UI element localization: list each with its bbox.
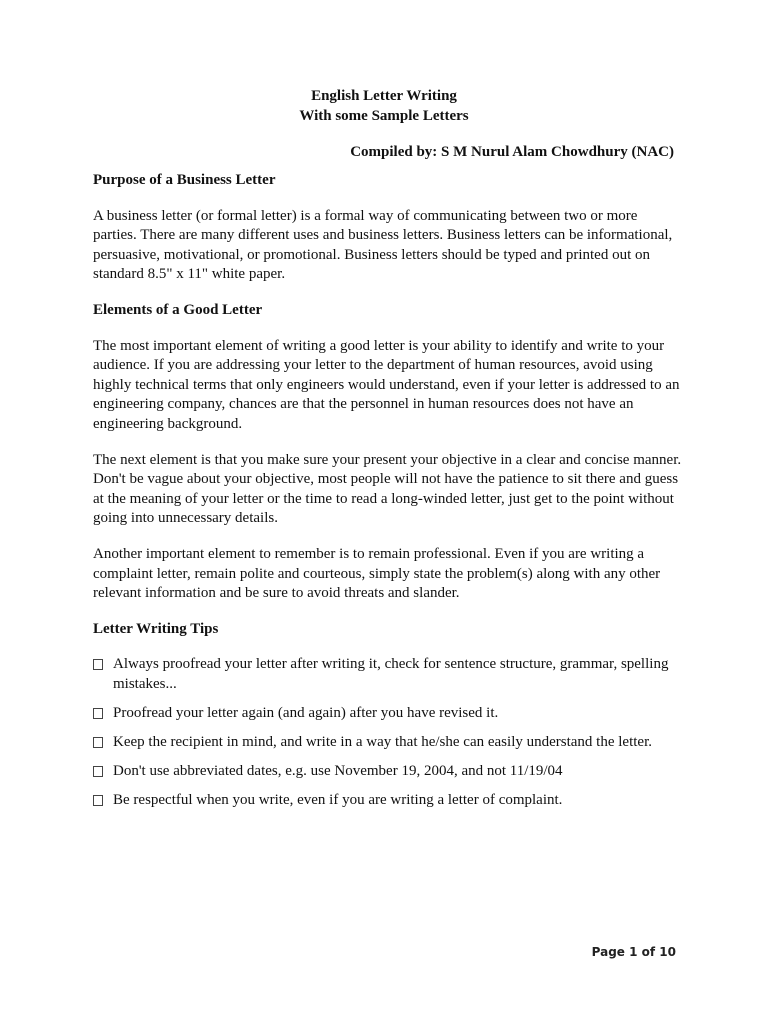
tip-text: Keep the recipient in mind, and write in a way that he/she can easily understand the letter. xyxy=(113,734,652,751)
paragraph-elements-1: The most important element of writing a good letter is your ability to identify and write to your audience. If you are addressing your letter to the department of human resources, avoid using highly technical terms that only engineers would understand, even if your letter is addressed to an engineering company, chances are that the personnel in human resources does not have an engineering background. xyxy=(93,337,680,432)
section-heading-tips: Letter Writing Tips xyxy=(93,620,219,637)
section-heading-elements: Elements of a Good Letter xyxy=(93,301,263,318)
list-item xyxy=(93,791,683,811)
tips-list xyxy=(93,655,683,811)
bullet-box-icon xyxy=(93,708,103,719)
list-item xyxy=(93,655,683,694)
tip-text: Don't use abbreviated dates, e.g. use November 19, 2004, and not 11/19/04 xyxy=(113,763,563,780)
document-title: English Letter Writing xyxy=(311,88,457,104)
bullet-box-icon xyxy=(93,737,103,748)
bullet-box-icon xyxy=(93,659,103,670)
list-item xyxy=(93,704,683,724)
tip-text: Proofread your letter again (and again) after you have revised it. xyxy=(113,704,499,721)
paragraph-elements-3: Another important element to remember is to remain professional. Even if you are writing a complaint letter, remain polite and courteous, simply state the problem(s) along with any other relevant information and be sure to avoid threats and slander. xyxy=(93,545,661,602)
tip-text: Always proofread your letter after writing it, check for sentence structure, grammar, spelling mistakes... xyxy=(113,656,669,692)
bullet-box-icon xyxy=(93,795,103,806)
paragraph-elements-2: The next element is that you make sure your present your objective in a clear and concise manner. Don't be vague about your objective, most people will not have the patience to sit there and guess at the meaning of your letter or the time to read a long-winded letter, just get to the point without going into unnecessary details. xyxy=(93,451,682,527)
document-body xyxy=(93,171,683,820)
page-number: Page 1 of 10 xyxy=(591,945,676,959)
tip-text: Be respectful when you write, even if you are writing a letter of complaint. xyxy=(113,792,563,809)
list-item xyxy=(93,762,683,782)
paragraph-purpose: A business letter (or formal letter) is a formal way of communicating between two or more parties. There are many different uses and business letters. Business letters can be informational, persuasive, motivational, or promotional. Business letters should be typed and printed out on standard 8.5" x 11" white paper. xyxy=(93,207,673,283)
document-subtitle: With some Sample Letters xyxy=(299,108,469,124)
section-heading-purpose: Purpose of a Business Letter xyxy=(93,172,276,188)
compiled-by: Compiled by: S M Nurul Alam Chowdhury (NAC) xyxy=(350,144,674,160)
list-item xyxy=(93,733,683,753)
bullet-box-icon xyxy=(93,766,103,777)
title-block xyxy=(0,86,768,126)
